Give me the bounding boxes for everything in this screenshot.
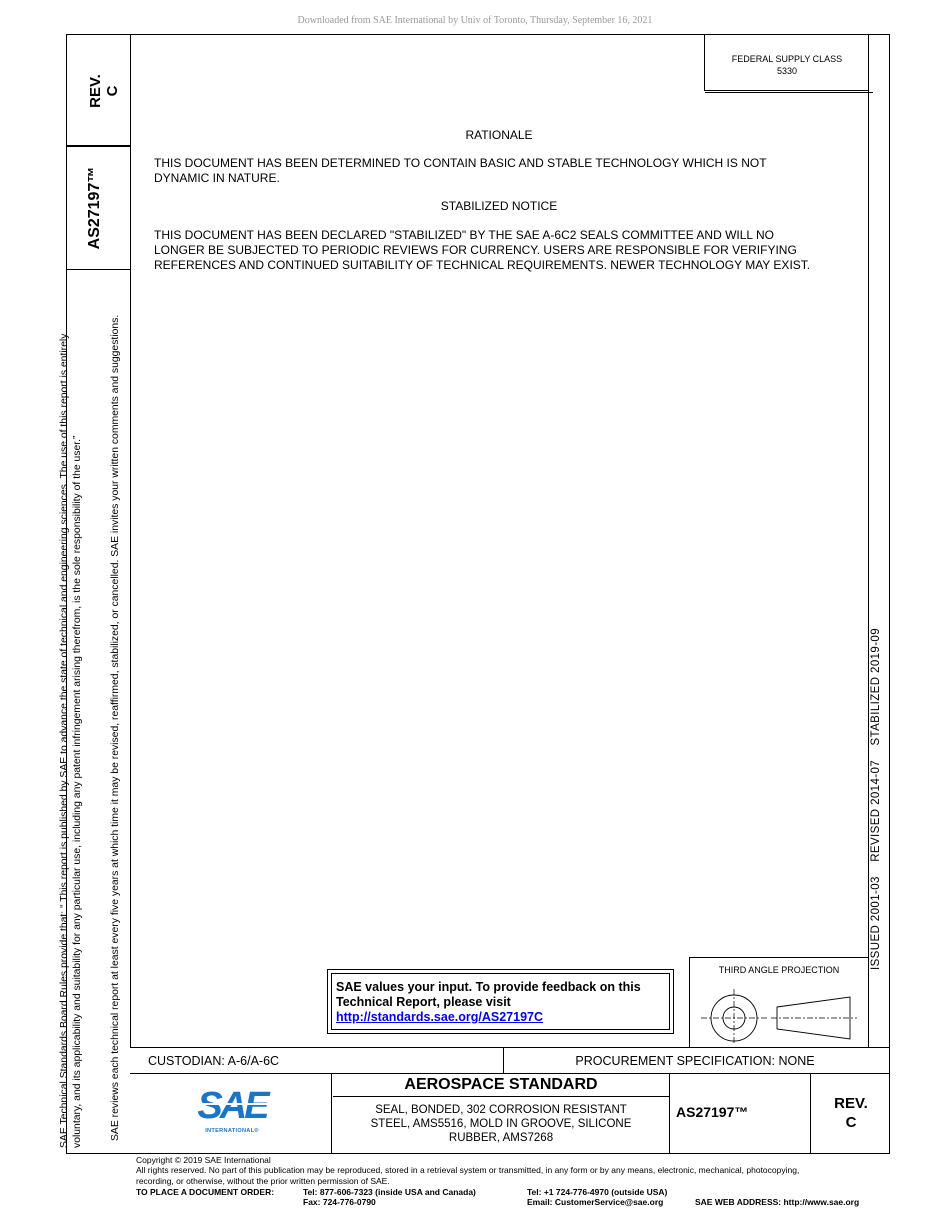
feedback-line2: Technical Report, please visit bbox=[336, 995, 511, 1009]
title-doc-number: AS27197™ bbox=[676, 1104, 749, 1120]
federal-supply-class-box bbox=[704, 34, 869, 91]
feedback-line1: SAE values your input. To provide feedback on this bbox=[336, 980, 641, 994]
feedback-text bbox=[332, 973, 669, 1032]
rights-line2: recording, or otherwise, without the prior written permission of SAE. bbox=[136, 1176, 390, 1186]
issue-dates bbox=[870, 627, 886, 970]
stabilized-line1: THIS DOCUMENT HAS BEEN DECLARED "STABILIZED" BY THE SAE A-6C2 SEALS COMMITTEE AND WILL NO bbox=[154, 228, 774, 242]
feedback-link[interactable]: http://standards.sae.org/AS27197C bbox=[336, 1010, 544, 1024]
sae-logo bbox=[186, 1086, 278, 1138]
rationale-line1: THIS DOCUMENT HAS BEEN DETERMINED TO CONTAIN BASIC AND STABLE TECHNOLOGY WHICH IS NOT bbox=[154, 156, 767, 170]
left-column-divider bbox=[130, 34, 131, 1047]
stabilized-line2: LONGER BE SUBJECTED TO PERIODIC REVIEWS FOR CURRENCY. USERS ARE RESPONSIBLE FOR VERIFYING bbox=[154, 243, 797, 257]
board-rules-line2: voluntary, and its applicability and suitability for any particular use, including any patent infringement arising therefrom, is the sole responsibility of the user.” bbox=[72, 435, 83, 1148]
supply-box-underline bbox=[705, 92, 873, 93]
right-strip-divider bbox=[868, 34, 869, 1047]
rev-label-line2: C bbox=[104, 85, 121, 97]
fax: Fax: 724-776-0790 bbox=[303, 1197, 376, 1207]
standard-title: AEROSPACE STANDARD bbox=[404, 1076, 598, 1093]
third-angle-projection-icon bbox=[695, 985, 867, 1045]
tel-intl: Tel: +1 724-776-4970 (outside USA) bbox=[527, 1187, 668, 1197]
subtitle-line3: RUBBER, AMS7268 bbox=[448, 1132, 554, 1144]
subtitle-line2: STEEL, AMS5516, MOLD IN GROOVE, SILICONE bbox=[370, 1118, 632, 1130]
title-divider bbox=[669, 1074, 670, 1154]
supply-class-label: FEDERAL SUPPLY CLASS bbox=[731, 54, 843, 64]
subtitle-line1: SEAL, BONDED, 302 CORROSION RESISTANT bbox=[375, 1104, 627, 1116]
stabilized-line3: REFERENCES AND CONTINUED SUITABILITY OF TECHNICAL REQUIREMENTS. NEWER TECHNOLOGY MAY EXIST. bbox=[154, 258, 811, 272]
tel-usa: Tel: 877-606-7323 (inside USA and Canada) bbox=[303, 1187, 476, 1197]
custodian-text: CUSTODIAN: A-6/A-6C bbox=[148, 1054, 280, 1068]
issue-dates-text: ISSUED 2001-03 REVISED 2014-07 STABILIZED 2019-09 bbox=[870, 627, 882, 970]
sae-logo-sub: INTERNATIONAL® bbox=[205, 1128, 259, 1134]
web-address: SAE WEB ADDRESS: http://www.sae.org bbox=[695, 1197, 860, 1207]
review-notice-text: SAE reviews each technical report at least every five years at which time it may be revised, reaffirmed, stabilized, or cancelled. SAE invites your written comments and suggestions. bbox=[110, 314, 121, 1141]
rights-line1: All rights reserved. No part of this publication may be reproduced, stored in a retrieval system or transmitted, in any form or by any means, electronic, mechanical, photocopying, bbox=[136, 1165, 800, 1175]
rev-divider bbox=[810, 1074, 811, 1154]
title-rev bbox=[812, 1094, 890, 1132]
sae-logo-mark: SAE bbox=[197, 1086, 267, 1127]
logo-divider bbox=[331, 1074, 332, 1154]
order-label: TO PLACE A DOCUMENT ORDER: bbox=[136, 1187, 275, 1197]
rev-label-line1: REV. bbox=[87, 74, 104, 108]
standard-subtitle bbox=[333, 1103, 669, 1145]
feedback-box bbox=[327, 969, 674, 1034]
email: Email: CustomerService@sae.org bbox=[527, 1197, 664, 1207]
download-banner: Downloaded from SAE International by Univ of Toronto, Thursday, September 16, 2021 bbox=[297, 15, 653, 26]
title-rev-line2: C bbox=[845, 1114, 857, 1131]
board-rules-text bbox=[58, 288, 86, 1148]
copyright: Copyright © 2019 SAE International bbox=[136, 1155, 271, 1165]
procurement-text: PROCUREMENT SPECIFICATION: NONE bbox=[575, 1054, 815, 1068]
rev-label-vertical bbox=[87, 39, 121, 143]
rationale-heading: RATIONALE bbox=[465, 128, 533, 142]
doc-number-vertical: AS27197™ bbox=[86, 166, 103, 250]
rationale-line2: DYNAMIC IN NATURE. bbox=[154, 171, 280, 185]
supply-class-value: 5330 bbox=[776, 66, 798, 76]
title-underline bbox=[333, 1096, 670, 1097]
rationale-text bbox=[154, 156, 854, 186]
projection-label: THIRD ANGLE PROJECTION bbox=[718, 965, 840, 975]
board-rules-line1: SAE Technical Standards Board Rules provide that: “ This report is published by SAE to advance the state of technical and engineering sciences. The use of this report is entirely bbox=[59, 333, 70, 1148]
stabilized-text bbox=[154, 228, 854, 273]
title-rev-line1: REV. bbox=[834, 1095, 868, 1112]
stabilized-heading: STABILIZED NOTICE bbox=[440, 199, 558, 213]
custodian-divider bbox=[503, 1047, 504, 1074]
